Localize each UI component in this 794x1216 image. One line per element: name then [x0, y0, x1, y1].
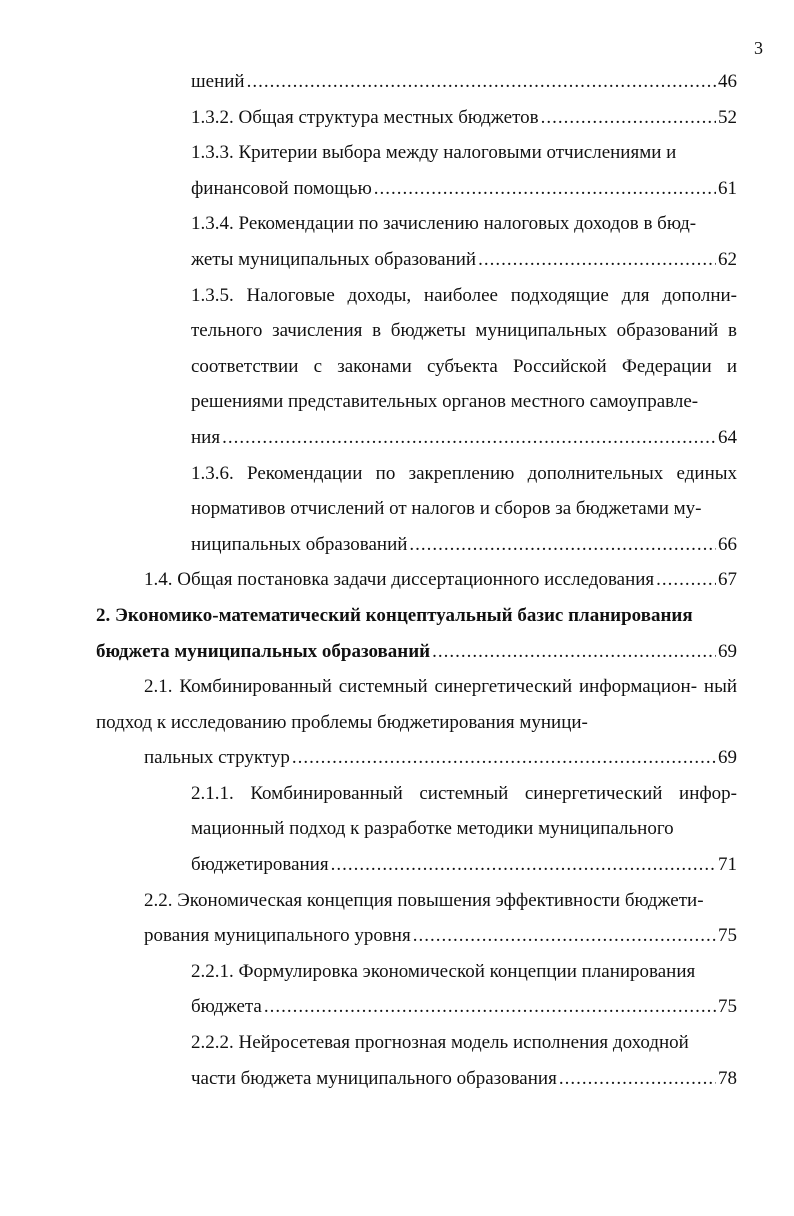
toc-entry-title: 1.3.6. Рекомендации по закреплению дополнительных единых нормативов отчислений от налогов и сборов за бюджетами му- — [191, 462, 737, 520]
toc-entry-title-tail: ния — [191, 426, 221, 448]
dot-leader — [264, 989, 716, 1025]
toc-entry-page: 75 — [718, 996, 737, 1018]
toc-entry-title: 1.3.2. Общая структура местных бюджетов — [191, 106, 539, 128]
toc-entry-page: 67 — [718, 569, 737, 591]
dot-leader — [656, 562, 716, 598]
toc-entry-2-1 — [96, 669, 737, 776]
toc-entry-title: 1.4. Общая постановка задачи диссертационного исследования — [144, 569, 655, 591]
toc-entry-chapter-2 — [96, 598, 737, 669]
toc-entry-2-1-1 — [191, 776, 737, 883]
toc-entry-title-tail: шений — [191, 71, 245, 92]
toc-entry-2-2-2 — [191, 1025, 737, 1096]
toc-entry-title: 1.3.3. Критерии выбора между налоговыми отчислениями и — [191, 142, 677, 164]
dot-leader — [331, 847, 716, 883]
toc-entry-page: 71 — [718, 854, 737, 876]
dot-leader — [292, 740, 716, 776]
dot-leader — [541, 100, 716, 136]
table-of-contents — [0, 64, 794, 1096]
toc-entry-title: 2.2.1. Формулировка экономической концепции планирования — [191, 960, 696, 982]
toc-entry-1-3-5 — [191, 278, 737, 456]
toc-entry-title-tail: бюджета — [191, 996, 262, 1018]
toc-entry-2-2-1 — [191, 954, 737, 1025]
toc-entry-1-3-2 — [191, 100, 737, 136]
toc-entry-title: 2. Экономико-математический концептуальный базис планирования — [96, 604, 693, 626]
toc-entry-title: 1.3.5. Налоговые доходы, наиболее подходящие для дополни- тельного зачисления в бюджеты муниципальных образований в соответствии с законами субъекта Российской Федерации и решениями представительных органов местного самоуправле- — [191, 284, 737, 413]
toc-entry-page: 69 — [718, 640, 737, 662]
dot-leader — [247, 64, 716, 100]
toc-entry-title: 2.2.2. Нейросетевая прогнозная модель исполнения доходной — [191, 1032, 689, 1054]
toc-entry-1-3-4 — [191, 206, 737, 277]
toc-entry-title-tail: бюджета муниципальных образований — [96, 640, 431, 662]
toc-entry-page: 62 — [718, 248, 737, 270]
toc-entry-page: 61 — [718, 177, 737, 199]
toc-entry-title-tail: пальных структур — [144, 747, 290, 769]
toc-entry-1-3-6 — [191, 456, 737, 563]
toc-entry-title-tail: ниципальных образований — [191, 533, 408, 555]
page-number: 3 — [754, 38, 763, 58]
toc-entry-page: 66 — [718, 533, 737, 555]
toc-entry-page: 64 — [718, 426, 737, 448]
toc-entry-1-3-1-continuation — [191, 64, 737, 100]
toc-entry-title-tail: жеты муниципальных образований — [191, 248, 477, 270]
toc-entry-title: 1.3.4. Рекомендации по зачислению налоговых доходов в бюд- — [191, 213, 697, 235]
toc-entry-title: 2.2. Экономическая концепция повышения эффективности бюджети- — [144, 889, 704, 911]
dot-leader — [432, 634, 716, 670]
toc-entry-1-4 — [144, 562, 737, 598]
dot-leader — [413, 918, 716, 954]
toc-entry-title: 2.1.1. Комбинированный системный синергетический инфор- мационный подход к разработке методики муниципального — [191, 782, 737, 840]
toc-entry-2-2 — [96, 883, 737, 954]
dot-leader — [409, 527, 716, 563]
dot-leader — [559, 1061, 716, 1097]
dot-leader — [222, 420, 716, 456]
toc-entry-title-tail: бюджетирования — [191, 854, 329, 876]
toc-entry-title-tail: части бюджета муниципального образования — [191, 1067, 557, 1089]
dot-leader — [478, 242, 716, 278]
toc-entry-page: 69 — [718, 747, 737, 769]
toc-entry-page: 46 — [718, 71, 737, 92]
toc-entry-page: 52 — [718, 106, 737, 128]
toc-entry-1-3-3 — [191, 135, 737, 206]
toc-entry-title-tail: финансовой помощью — [191, 177, 372, 199]
toc-entry-title: 2.1. Комбинированный системный синергетический информацион- ный подход к исследованию проблемы бюджетирования муници- — [96, 676, 737, 733]
toc-entry-title-tail: рования муниципального уровня — [144, 925, 411, 947]
dot-leader — [374, 171, 716, 207]
toc-entry-page: 78 — [718, 1067, 737, 1089]
toc-entry-page: 75 — [718, 925, 737, 947]
